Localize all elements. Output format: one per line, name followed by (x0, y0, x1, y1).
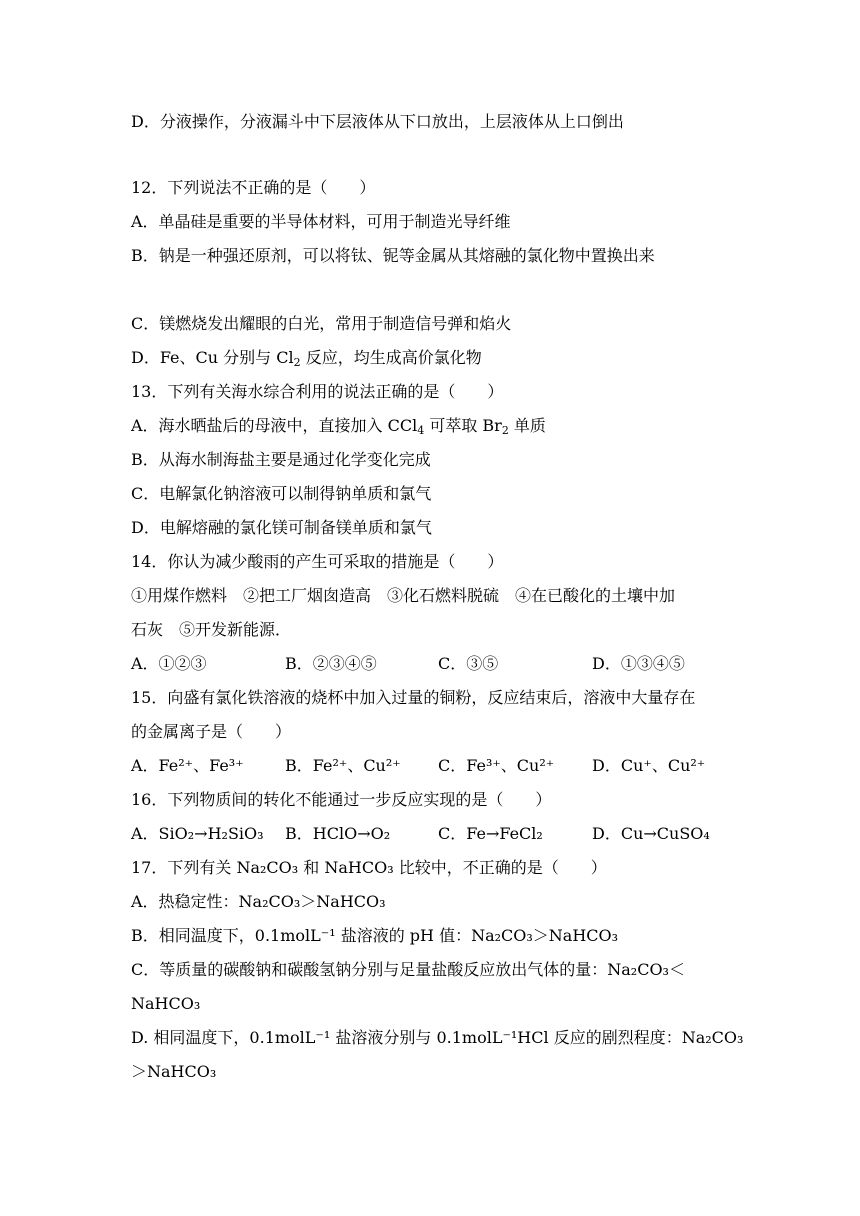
q12-option-b: B．钠是一种强还原剂，可以将钛、铌等金属从其熔融的氯化物中置换出来 (131, 246, 655, 265)
q11-option-d: D．分液操作，分液漏斗中下层液体从下口放出，上层液体从上口倒出 (131, 112, 624, 131)
q16-option-a: A．SiO₂→H₂SiO₃ (131, 824, 264, 843)
q16-option-b: B．HClO→O₂ (285, 824, 391, 843)
q12-option-a: A．单晶硅是重要的半导体材料，可用于制造光导纤维 (131, 212, 511, 231)
q12d-subscript: 2 (293, 356, 301, 369)
q14-option-b: B．②③④⑤ (285, 654, 377, 673)
q17-option-a: A．热稳定性：Na₂CO₃＞NaHCO₃ (131, 892, 386, 911)
q13a-text-pre: A．海水晒盐后的母液中，直接加入 CCl (131, 416, 418, 435)
q17-option-c-line-2: NaHCO₃ (131, 994, 201, 1013)
q15-option-d: D．Cu⁺、Cu²⁺ (592, 756, 706, 775)
q17-option-b: B．相同温度下，0.1molL⁻¹ 盐溶液的 pH 值：Na₂CO₃＞NaHCO₃ (131, 926, 619, 945)
q12-stem: 12．下列说法不正确的是（ ） (131, 178, 376, 197)
q12d-text-post: 反应，均生成高价氯化物 (300, 348, 482, 367)
q12d-text-pre: D．Fe、Cu 分别与 Cl (131, 348, 294, 367)
q14-statements-line-2: 石灰 ⑤开发新能源． (131, 620, 292, 639)
q17-option-c-line-1: C．等质量的碳酸钠和碳酸氢钠分别与足量盐酸反应放出气体的量：Na₂CO₃＜ (131, 960, 685, 979)
q12-option-c: C．镁燃烧发出耀眼的白光，常用于制造信号弹和焰火 (131, 314, 512, 333)
q14-option-d: D．①③④⑤ (592, 654, 685, 673)
q15-options-row (131, 756, 731, 776)
q13-option-a (131, 416, 546, 436)
q15-option-c: C．Fe³⁺、Cu²⁺ (438, 756, 555, 775)
q14-options-row (131, 654, 731, 674)
q14-statements-line-1: ①用煤作燃料 ②把工厂烟囱造高 ③化石燃料脱硫 ④在已酸化的土壤中加 (131, 586, 676, 605)
q17-option-d-line-1: D. 相同温度下，0.1molL⁻¹ 盐溶液分别与 0.1molL⁻¹HCl 反应的剧烈程度：Na₂CO₃ (131, 1028, 744, 1047)
q16-option-c: C．Fe→FeCl₂ (438, 824, 543, 843)
q13-option-b: B．从海水制海盐主要是通过化学变化完成 (131, 450, 431, 469)
q13a-subscript-1: 4 (417, 424, 425, 437)
q15-stem-line-1: 15．向盛有氯化铁溶液的烧杯中加入过量的铜粉，反应结束后，溶液中大量存在 (131, 688, 696, 707)
q17-option-d-line-2: ＞NaHCO₃ (131, 1062, 217, 1081)
q15-option-b: B．Fe²⁺、Cu²⁺ (285, 756, 401, 775)
q16-option-d: D．Cu→CuSO₄ (592, 824, 710, 843)
q14-stem: 14．你认为减少酸雨的产生可采取的措施是（ ） (131, 552, 504, 571)
q16-stem: 16．下列物质间的转化不能通过一步反应实现的是（ ） (131, 790, 552, 809)
q13-option-d: D．电解熔融的氯化镁可制备镁单质和氯气 (131, 518, 432, 537)
q14-option-a: A．①②③ (131, 654, 207, 673)
q15-option-a: A．Fe²⁺、Fe³⁺ (131, 756, 244, 775)
q13a-text-post: 单质 (508, 416, 546, 435)
q16-options-row (131, 824, 731, 844)
q13-option-c: C．电解氯化钠溶液可以制得钠单质和氯气 (131, 484, 432, 503)
q17-stem: 17．下列有关 Na₂CO₃ 和 NaHCO₃ 比较中，不正确的是（ ） (131, 858, 607, 877)
q15-stem-line-2: 的金属离子是（ ） (131, 722, 292, 741)
q13a-text-mid: 可萃取 Br (424, 416, 502, 435)
q13-stem: 13．下列有关海水综合利用的说法正确的是（ ） (131, 382, 504, 401)
q13a-subscript-2: 2 (501, 424, 509, 437)
q14-option-c: C．③⑤ (438, 654, 499, 673)
q12-option-d (131, 348, 482, 368)
